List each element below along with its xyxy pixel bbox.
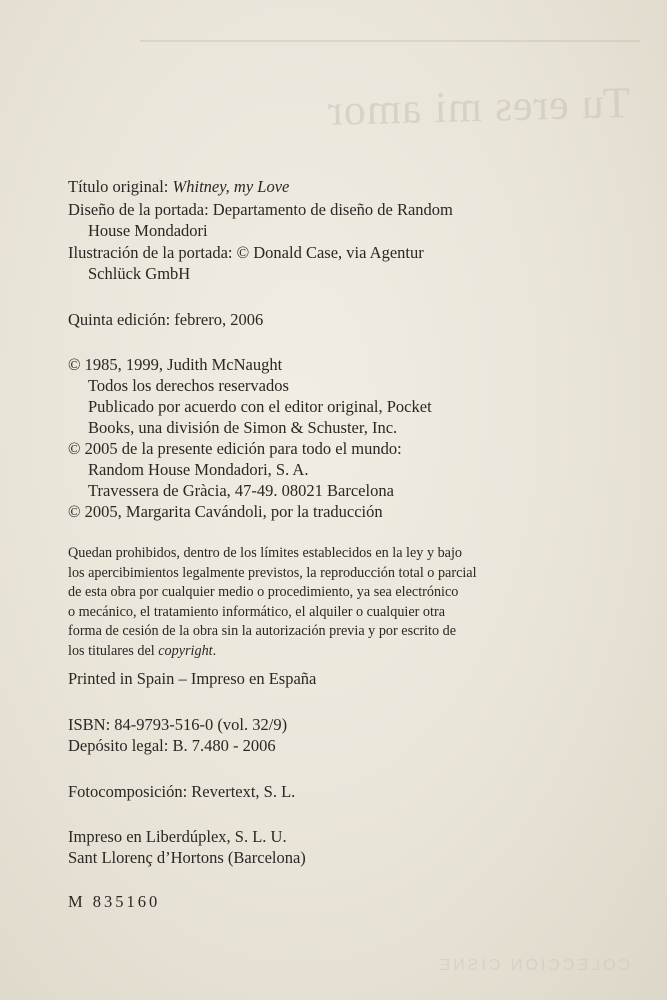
rights-line-7: Travessera de Gràcia, 47-49. 08021 Barcelona <box>88 481 394 500</box>
original-title-line: Título original: Whitney, my Love <box>68 177 290 196</box>
credits-block <box>68 176 588 284</box>
printer-line-1: Impreso en Liberdúplex, S. L. U. <box>68 827 287 846</box>
legal-line-3: de esta obra por cualquier medio o procedimiento, ya sea electrónico <box>68 584 459 600</box>
cover-design-line-2: House Mondadori <box>88 221 208 240</box>
legal-notice-block <box>68 544 588 661</box>
rights-line-3: Publicado por acuerdo con el editor original, Pocket <box>88 397 432 416</box>
rights-line-5: © 2005 de la presente edición para todo el mundo: <box>68 439 402 458</box>
code-block <box>68 891 588 912</box>
rights-line-6: Random House Mondadori, S. A. <box>88 460 309 479</box>
rights-line-8: © 2005, Margarita Cavándoli, por la traducción <box>68 502 383 521</box>
bleed-through-title: Tu eres mi amor <box>326 78 631 135</box>
deposit-line: Depósito legal: B. 7.480 - 2006 <box>68 736 276 755</box>
rights-line-1: © 1985, 1999, Judith McNaught <box>68 355 283 374</box>
cover-illustration-line-2: Schlück GmbH <box>88 264 191 283</box>
cover-illustration-line: Ilustración de la portada: © Donald Case, via Agentur <box>68 243 424 262</box>
printer-line-2: Sant Llorenç d’Hortons (Barcelona) <box>68 848 306 867</box>
rights-line-4: Books, una división de Simon & Schuster, Inc. <box>88 418 398 437</box>
original-title: Whitney, my Love <box>172 177 290 196</box>
legal-line-6: los titulares del copyright. <box>68 642 217 659</box>
legal-line-2: los apercibimientos legalmente previstos, la reproducción total o parcial <box>68 564 477 581</box>
isbn-block <box>68 714 588 756</box>
printed-line: Printed in Spain – Impreso en España <box>68 669 317 688</box>
cover-design-line: Diseño de la portada: Departamento de diseño de Random <box>68 200 453 219</box>
rights-block <box>68 354 588 522</box>
typesetting-block <box>68 781 588 802</box>
typesetting-line: Fotocomposición: Revertext, S. L. <box>68 782 296 801</box>
edition-line: Quinta edición: febrero, 2006 <box>68 310 264 329</box>
code-line: M 835160 <box>68 892 161 911</box>
edition-block <box>68 309 588 330</box>
rights-line-2: Todos los derechos reservados <box>88 376 289 395</box>
legal-line-4: o mecánico, el tratamiento informático, el alquiler o cualquier otra <box>68 603 445 620</box>
bleed-through-series: COLECCIÓN CISNE <box>436 957 630 974</box>
printed-block <box>68 668 588 689</box>
printer-block <box>68 826 588 868</box>
legal-line-1: Quedan prohibidos, dentro de los límites establecidos en la ley y bajo <box>68 545 463 561</box>
legal-line-5: forma de cesión de la obra sin la autorización previa y por escrito de <box>68 623 457 639</box>
bleed-through-rule <box>140 0 640 42</box>
isbn-line: ISBN: 84-9793-516-0 (vol. 32/9) <box>68 715 288 734</box>
